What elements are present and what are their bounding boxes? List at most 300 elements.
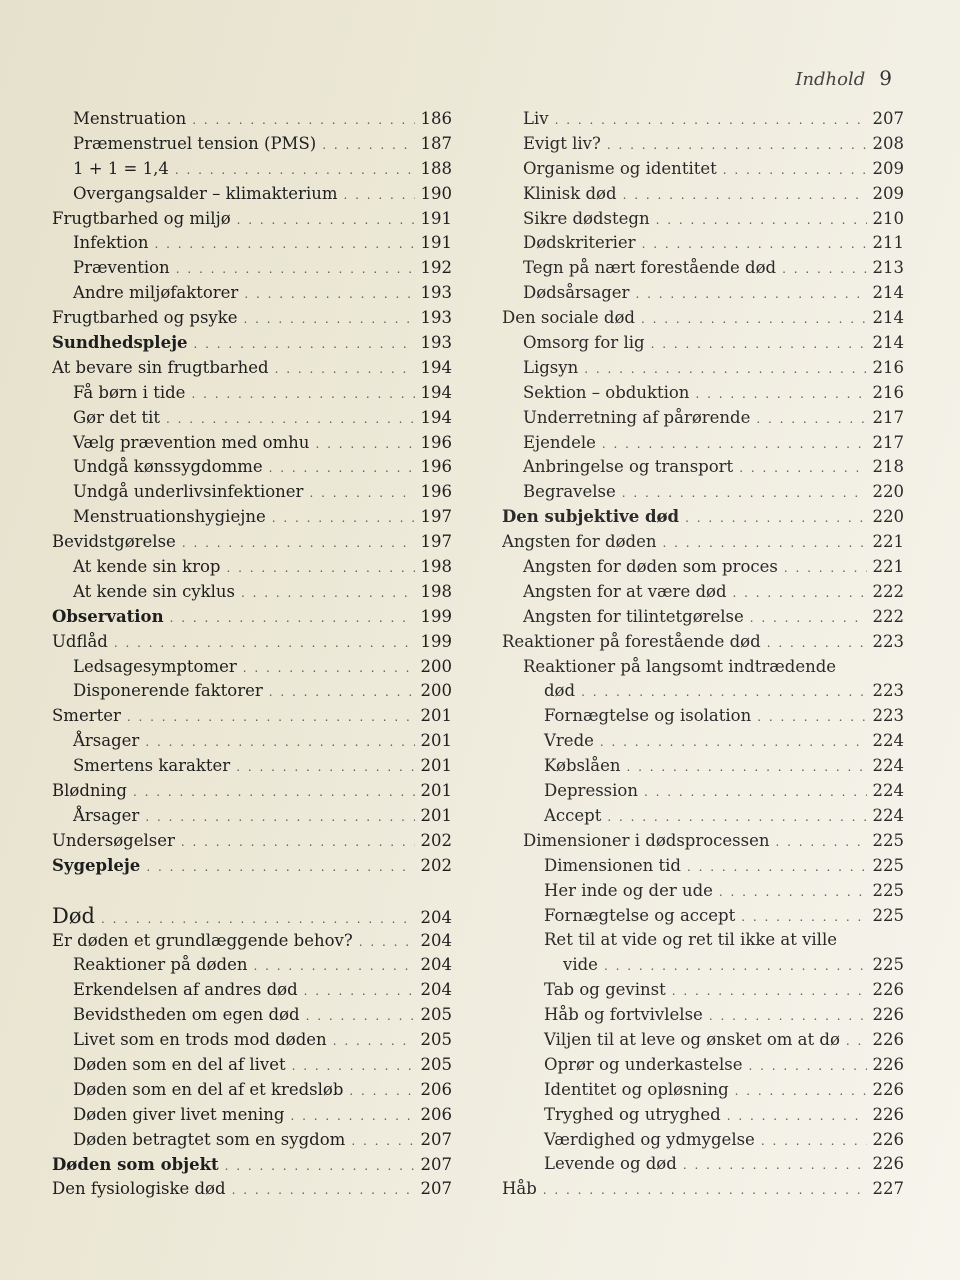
toc-entry-page: 205	[420, 1054, 452, 1074]
toc-entry	[52, 605, 452, 630]
toc-entry-page: 220	[872, 482, 904, 502]
toc-entry-label: Vælg prævention med omhu	[73, 432, 310, 452]
toc-entry-page: 204	[420, 930, 452, 950]
dot-leader	[176, 257, 415, 281]
toc-entry-label: Undersøgelser	[52, 830, 175, 850]
dot-leader	[145, 730, 414, 754]
toc-entry	[52, 630, 452, 655]
dot-leader	[145, 805, 414, 829]
toc-entry-page: 210	[872, 208, 904, 228]
toc-entry	[502, 605, 904, 630]
dot-leader	[776, 830, 867, 854]
toc-entry-page: 216	[872, 357, 904, 377]
toc-entry	[502, 157, 904, 182]
toc-entry	[52, 256, 452, 281]
dot-leader	[166, 407, 415, 431]
dot-leader	[127, 705, 415, 729]
dot-leader	[756, 407, 866, 431]
toc-entry-page: 226	[872, 1029, 904, 1049]
toc-entry	[502, 779, 904, 804]
toc-entry-page: 214	[872, 308, 904, 328]
toc-entry-page: 220	[872, 507, 904, 527]
toc-entry-label: Den sociale død	[502, 308, 635, 328]
toc-entry-label: Få børn i tide	[73, 382, 186, 402]
toc-entry-label: Angsten for døden som proces	[523, 557, 778, 577]
toc-entry-page: 224	[872, 731, 904, 751]
dot-leader	[543, 1178, 867, 1202]
dot-leader	[644, 780, 867, 804]
dot-leader	[272, 506, 415, 530]
toc-entry-page: 193	[420, 308, 452, 328]
toc-entry-page: 196	[420, 432, 452, 452]
toc-entry-label: Angsten for døden	[502, 532, 657, 552]
toc-entry-label: Døden som objekt	[52, 1154, 219, 1174]
toc-entry-page: 211	[872, 233, 904, 253]
dot-leader	[642, 232, 867, 256]
toc-entry-label: Håb og fortvivlelse	[544, 1005, 703, 1025]
running-header	[795, 66, 892, 90]
toc-entry-label: Den subjektive død	[502, 507, 680, 527]
toc-entry-label: Angsten for tilintetgørelse	[523, 606, 744, 626]
toc-entry-label: Andre miljøfaktorer	[73, 283, 239, 303]
toc-entry	[502, 455, 904, 480]
dot-leader	[146, 855, 414, 879]
dot-leader	[641, 307, 867, 331]
toc-entry-label: Reaktioner på døden	[73, 955, 248, 975]
toc-entry	[52, 679, 452, 704]
dot-leader	[243, 656, 415, 680]
dot-leader	[290, 1104, 414, 1128]
toc-entry-label: Årsager	[73, 731, 140, 751]
toc-entry	[502, 182, 904, 207]
dot-leader	[761, 1129, 867, 1153]
toc-entry-page: 226	[872, 1079, 904, 1099]
toc-entry	[502, 406, 904, 431]
dot-leader	[275, 357, 415, 381]
toc-entry-page: 197	[420, 532, 452, 552]
dot-leader	[627, 755, 867, 779]
toc-entry	[502, 829, 904, 854]
toc-entry	[502, 1028, 904, 1053]
toc-entry-page: 188	[420, 158, 452, 178]
toc-entry	[52, 306, 452, 331]
toc-entry	[502, 231, 904, 256]
toc-entry-label: Dødskriterier	[523, 233, 636, 253]
toc-entry-label: 1 + 1 = 1,4	[73, 158, 169, 178]
dot-leader	[253, 954, 414, 978]
toc-entry	[502, 306, 904, 331]
toc-entry-page: 225	[872, 830, 904, 850]
toc-entry	[502, 530, 904, 555]
toc-entry-page: 191	[420, 208, 452, 228]
toc-entry-label: Frugtbarhed og miljø	[52, 208, 231, 228]
dot-leader	[237, 208, 415, 232]
toc-entry-page: 191	[420, 233, 452, 253]
toc-entry-page: 226	[872, 1129, 904, 1149]
toc-entry-page: 225	[872, 955, 904, 975]
toc-entry-label: At kende sin cyklus	[73, 581, 236, 601]
toc-entry-label: Accept	[544, 805, 602, 825]
dot-leader	[232, 1178, 415, 1202]
toc-entry	[52, 1028, 452, 1053]
toc-entry-label: Tab og gevinst	[544, 980, 666, 1000]
toc-entry	[52, 356, 452, 381]
toc-entry-label: Livet som en trods mod døden	[73, 1030, 327, 1050]
toc-entry-page: 200	[420, 681, 452, 701]
dot-leader	[846, 1029, 867, 1053]
toc-entry-page: 204	[420, 980, 452, 1000]
toc-entry-page: 202	[420, 855, 452, 875]
toc-entry-page: 207	[420, 1154, 452, 1174]
toc-entry-label: Ejendele	[523, 432, 596, 452]
toc-entry-label: Reaktioner på langsomt indtrædende	[523, 656, 837, 676]
toc-entry	[502, 679, 904, 704]
toc-entry	[502, 754, 904, 779]
toc-entry-page: 208	[872, 133, 904, 153]
toc-entry-page: 209	[872, 183, 904, 203]
toc-entry-page: 199	[420, 631, 452, 651]
dot-leader	[685, 506, 866, 530]
toc-entry	[52, 804, 452, 829]
toc-entry	[52, 1128, 452, 1153]
toc-entry-page: 198	[420, 581, 452, 601]
toc-entry-page: 227	[872, 1179, 904, 1199]
toc-entry	[502, 331, 904, 356]
toc-entry-label: Her inde og der ude	[544, 880, 713, 900]
toc-entry-page: 209	[872, 158, 904, 178]
toc-entry-label: Begravelse	[523, 482, 616, 502]
toc-entry-label: Smerter	[52, 706, 121, 726]
toc-entry-page: 206	[420, 1079, 452, 1099]
toc-entry-label: Disponerende faktorer	[73, 681, 263, 701]
toc-entry-page: 187	[420, 133, 452, 153]
toc-entry-page: 226	[872, 1005, 904, 1025]
dot-leader	[739, 456, 866, 480]
toc-entry-label: Præmenstruel tension (PMS)	[73, 133, 317, 153]
dot-leader	[735, 1079, 867, 1103]
toc-entry-label: Identitet og opløsning	[544, 1079, 729, 1099]
toc-entry-page: 194	[420, 382, 452, 402]
toc-entry-label: Tegn på nært forestående død	[523, 258, 777, 278]
toc-entry-label: Blødning	[52, 781, 127, 801]
toc-entry-label: Menstruationshygiejne	[73, 507, 266, 527]
toc-entry	[52, 381, 452, 406]
toc-entry-label: Købslåen	[544, 756, 621, 776]
toc-entry-label: Håb	[502, 1179, 537, 1199]
dot-leader	[133, 780, 415, 804]
toc-entry	[52, 431, 452, 456]
toc-entry	[502, 580, 904, 605]
toc-entry-page: 201	[420, 756, 452, 776]
dot-leader	[733, 581, 867, 605]
toc-entry-page: 201	[420, 781, 452, 801]
toc-entry-label: Evigt liv?	[523, 133, 601, 153]
toc-entry	[52, 107, 452, 132]
toc-entry-page: 198	[420, 557, 452, 577]
toc-entry	[502, 978, 904, 1003]
toc-entry-label: Bevidstgørelse	[52, 532, 176, 552]
toc-entry	[502, 904, 904, 929]
toc-entry	[52, 231, 452, 256]
toc-entry-label: Bevidstheden om egen død	[73, 1005, 300, 1025]
toc-entry-page: 207	[420, 1179, 452, 1199]
toc-entry-label: Menstruation	[73, 109, 187, 128]
toc-entry-label: Årsager	[73, 805, 140, 825]
toc-entry-label: At kende sin krop	[73, 557, 221, 577]
toc-entry-label: Ledsagesymptomer	[73, 656, 237, 676]
dot-leader	[695, 382, 866, 406]
toc-entry	[502, 107, 904, 132]
toc-entry	[502, 804, 904, 829]
toc-entry	[52, 580, 452, 605]
toc-entry-label: Døden som en del af et kredsløb	[73, 1079, 344, 1099]
toc-entry	[52, 729, 452, 754]
toc-entry	[52, 829, 452, 854]
dot-leader	[175, 158, 415, 182]
toc-entry-page: 194	[420, 407, 452, 427]
toc-entry	[52, 929, 452, 954]
toc-entry-label: Smertens karakter	[73, 756, 231, 776]
dot-leader	[269, 680, 415, 704]
toc-entry-page: 193	[420, 333, 452, 353]
toc-entry	[52, 182, 452, 207]
dot-leader	[757, 705, 866, 729]
toc-entry-page: 214	[872, 333, 904, 353]
toc-entry-label: Frugtbarhed og psyke	[52, 308, 238, 328]
toc-entry-page: 225	[872, 880, 904, 900]
toc-entry-label: Dødsårsager	[523, 283, 630, 303]
toc-entry-label: Sygepleje	[52, 855, 141, 875]
toc-entry	[52, 480, 452, 505]
toc-entry	[52, 1177, 452, 1202]
toc-entry-page: 224	[872, 756, 904, 776]
toc-entry	[502, 480, 904, 505]
toc-entry	[502, 928, 904, 953]
toc-column-right	[502, 107, 904, 1202]
toc-entry-page: 225	[872, 905, 904, 925]
dot-leader	[750, 606, 867, 630]
dot-leader	[741, 905, 866, 929]
toc-entry-label: Anbringelse og transport	[523, 457, 734, 477]
toc-entry	[52, 953, 452, 978]
toc-entry	[502, 1152, 904, 1177]
toc-entry-label: Erkendelsen af andres død	[73, 980, 298, 1000]
toc-entry-page: 223	[872, 681, 904, 701]
toc-entry-page: 194	[420, 357, 452, 377]
toc-entry	[52, 555, 452, 580]
dot-leader	[292, 1054, 415, 1078]
running-header-title: Indhold	[795, 69, 866, 90]
toc-entry-label: Fornægtelse og accept	[544, 905, 736, 925]
toc-entry-page: 207	[420, 1129, 452, 1149]
toc-entry-label: død	[544, 681, 576, 701]
toc-entry-page: 224	[872, 781, 904, 801]
toc-entry-label: Levende og død	[544, 1154, 677, 1174]
dot-leader	[170, 606, 415, 630]
toc-entry-page: 204	[420, 907, 452, 927]
dot-leader	[181, 830, 415, 854]
dot-leader	[622, 481, 867, 505]
dot-leader	[225, 1154, 415, 1178]
toc-entry-label: Værdighed og ydmygelse	[544, 1129, 755, 1149]
toc-entry	[52, 854, 452, 879]
toc-entry-label: Dimensioner i dødsprocessen	[523, 830, 770, 850]
toc-entry-label: Døden som en del af livet	[73, 1054, 286, 1074]
toc-entry-label: Døden giver livet mening	[73, 1104, 285, 1124]
toc-entry-page: 213	[872, 258, 904, 278]
toc-entry	[52, 1103, 452, 1128]
dot-leader	[723, 158, 867, 182]
dot-leader	[244, 307, 415, 331]
toc-entry-label: Sektion – obduktion	[523, 382, 690, 402]
dot-leader	[192, 108, 414, 132]
dot-leader	[602, 432, 867, 456]
toc-entry-label: Den fysiologiske død	[52, 1179, 226, 1199]
toc-entry	[502, 132, 904, 157]
dot-leader	[236, 755, 414, 779]
toc-entry-label: Døden betragtet som en sygdom	[73, 1129, 346, 1149]
toc-entry-page: 218	[872, 457, 904, 477]
toc-entry	[52, 754, 452, 779]
toc-entry-label: Prævention	[73, 258, 170, 278]
toc-entry-label: Udflåd	[52, 631, 108, 651]
toc-entry-page: 214	[872, 283, 904, 303]
toc-entry	[502, 1078, 904, 1103]
toc-entry-label: vide	[563, 955, 598, 975]
dot-leader	[709, 1004, 867, 1028]
dot-leader	[656, 208, 867, 232]
dot-leader	[269, 456, 415, 480]
dot-leader	[322, 133, 414, 157]
dot-leader	[767, 631, 867, 655]
dot-leader	[241, 581, 414, 605]
toc-entry-label: Ligsyn	[523, 357, 579, 377]
dot-leader	[584, 357, 866, 381]
toc-entry	[502, 630, 904, 655]
toc-entry-page: 222	[872, 581, 904, 601]
dot-leader	[782, 257, 866, 281]
toc-entry	[52, 207, 452, 232]
toc-entry-label: Tryghed og utryghed	[544, 1104, 721, 1124]
toc-entry-page: 226	[872, 1054, 904, 1074]
toc-entry	[502, 256, 904, 281]
toc-entry	[502, 555, 904, 580]
toc-entry-label: At bevare sin frugtbarhed	[52, 357, 269, 377]
toc-entry	[502, 381, 904, 406]
toc-entry	[52, 1053, 452, 1078]
dot-leader	[623, 183, 867, 207]
toc-entry	[52, 1078, 452, 1103]
dot-leader	[662, 531, 866, 555]
dot-leader	[114, 631, 415, 655]
toc-entry-page: 186	[420, 109, 452, 128]
toc-entry	[502, 879, 904, 904]
toc-entry	[502, 207, 904, 232]
dot-leader	[351, 1129, 414, 1153]
dot-leader	[359, 930, 415, 954]
toc-entry-label: Sikre dødstegn	[523, 208, 650, 228]
toc-entry-label: Ret til at vide og ret til ikke at ville	[544, 930, 837, 950]
toc-entry-page: 201	[420, 731, 452, 751]
toc-entry-page: 205	[420, 1005, 452, 1025]
toc-entry-page: 192	[420, 258, 452, 278]
toc-entry-label: Undgå kønssygdomme	[73, 457, 263, 477]
toc-entry-label: Fornægtelse og isolation	[544, 706, 752, 726]
toc-entry-page: 201	[420, 706, 452, 726]
dot-leader	[349, 1079, 414, 1103]
toc-entry-page: 199	[420, 606, 452, 626]
toc-entry	[52, 530, 452, 555]
dot-leader	[344, 183, 415, 207]
dot-leader	[581, 680, 866, 704]
page-number: 9	[879, 66, 892, 90]
toc-entry-page: 217	[872, 432, 904, 452]
toc-entry-label: Gør det tit	[73, 407, 160, 427]
toc-entry-page: 217	[872, 407, 904, 427]
toc-entry-page: 204	[420, 955, 452, 975]
toc-entry	[502, 356, 904, 381]
dot-leader	[101, 907, 415, 929]
toc-entry	[502, 1053, 904, 1078]
dot-leader	[154, 232, 414, 256]
dot-leader	[635, 282, 866, 306]
toc-entry	[502, 1128, 904, 1153]
toc-entry-label: Vrede	[544, 731, 594, 751]
toc-entry-page: 196	[420, 457, 452, 477]
toc-entry-label: Klinisk død	[523, 183, 617, 203]
toc-entry-page: 196	[420, 482, 452, 502]
toc-entry-label: Oprør og underkastelse	[544, 1054, 743, 1074]
dot-leader	[727, 1104, 867, 1128]
dot-leader	[607, 805, 866, 829]
toc-entry-page: 223	[872, 706, 904, 726]
dot-leader	[244, 282, 414, 306]
toc-entry-label: Liv	[523, 109, 549, 128]
toc-entry-page: 200	[420, 656, 452, 676]
toc-entry-label: Organisme og identitet	[523, 158, 717, 178]
toc-entry-page: 224	[872, 805, 904, 825]
toc-entry-label: Er døden et grundlæggende behov?	[52, 930, 353, 950]
toc-entry	[52, 281, 452, 306]
toc-entry	[502, 953, 904, 978]
dot-leader	[191, 382, 414, 406]
toc-entry-label: Omsorg for lig	[523, 333, 645, 353]
toc-entry-page: 225	[872, 855, 904, 875]
toc-entry-label: Depression	[544, 781, 638, 801]
toc-entry-label: Sundhedspleje	[52, 333, 188, 353]
dot-leader	[719, 880, 867, 904]
dot-leader	[748, 1054, 866, 1078]
dot-leader	[687, 855, 867, 879]
toc-entry-label: Angsten for at være død	[523, 581, 727, 601]
dot-leader	[683, 1153, 867, 1177]
toc-entry	[502, 854, 904, 879]
toc-entry-label: Undgå underlivsinfektioner	[73, 482, 304, 502]
toc-entry	[52, 331, 452, 356]
toc-entry-page: 221	[872, 532, 904, 552]
toc-entry	[52, 132, 452, 157]
toc-entry-label: Reaktioner på forestående død	[502, 631, 761, 651]
toc-entry-label: Død	[52, 903, 95, 928]
toc-entry-label: Observation	[52, 606, 164, 626]
toc-entry	[52, 978, 452, 1003]
toc-entry	[502, 729, 904, 754]
dot-leader	[182, 531, 415, 555]
toc-entry-label: Underretning af pårørende	[523, 407, 751, 427]
dot-leader	[333, 1029, 415, 1053]
dot-leader	[607, 133, 867, 157]
toc-entry-page: 221	[872, 557, 904, 577]
